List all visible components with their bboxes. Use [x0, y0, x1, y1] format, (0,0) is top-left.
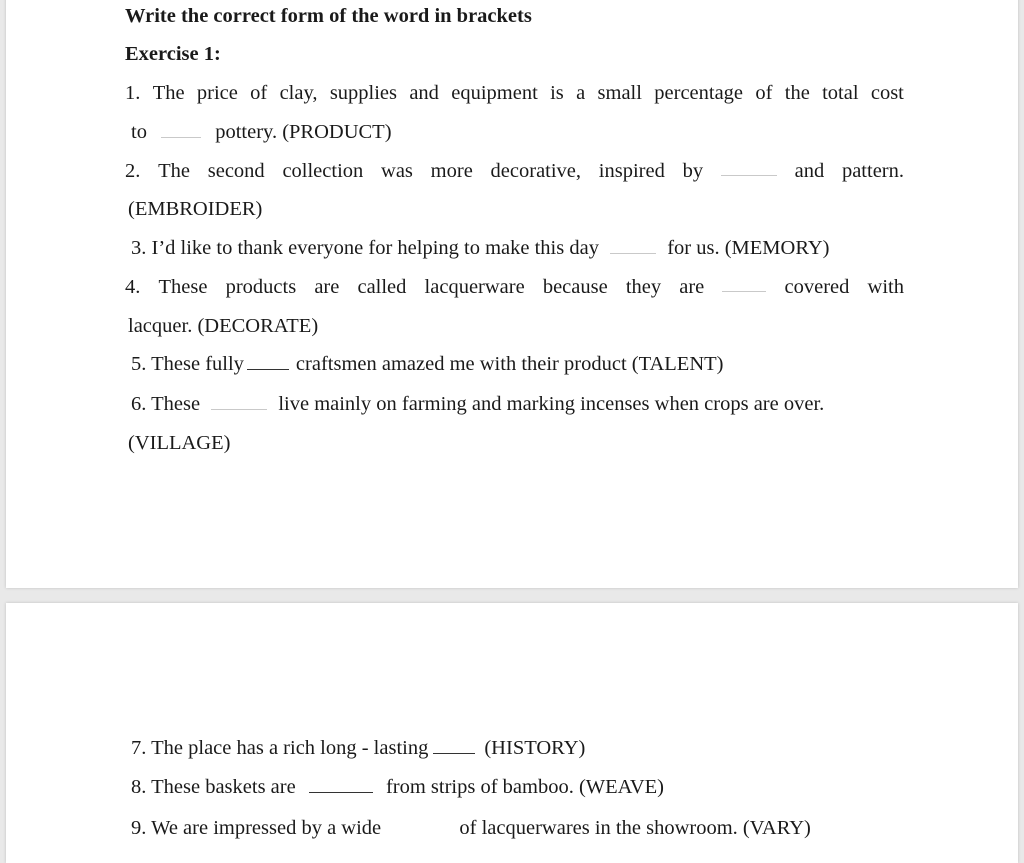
word: collection: [282, 160, 364, 182]
word: and: [794, 160, 825, 182]
answer-blank-5[interactable]: [247, 353, 289, 370]
word: products: [225, 276, 297, 298]
question-text: 9. We are impressed by a wide: [131, 817, 382, 839]
word: because: [542, 276, 608, 298]
worksheet-page-1: [6, 0, 1018, 588]
word: clay,: [279, 82, 318, 104]
question-1-line-2: [131, 120, 392, 144]
question-2-line-1: [125, 159, 904, 183]
word: a: [576, 82, 586, 104]
word: covered: [784, 276, 850, 298]
question-5: [131, 352, 723, 376]
question-text: 6. These: [131, 393, 201, 415]
answer-blank-4[interactable]: [722, 275, 766, 292]
answer-blank-2[interactable]: [721, 159, 777, 176]
word: with: [867, 276, 904, 298]
question-8: [131, 775, 664, 799]
question-text: 8. These baskets are: [131, 776, 296, 798]
question-text: of lacquerwares in the showroom. (VARY): [459, 817, 811, 839]
word: are: [314, 276, 340, 298]
question-6-line-2: (VILLAGE): [128, 432, 231, 454]
question-1-line-1: [125, 81, 904, 105]
question-text: to: [131, 121, 147, 143]
word: more: [430, 160, 473, 182]
word: the: [784, 82, 810, 104]
word: small: [597, 82, 642, 104]
word: is: [550, 82, 564, 104]
word: of: [755, 82, 773, 104]
question-6-line-1: [131, 392, 824, 416]
question-number: 1.: [125, 82, 141, 104]
question-number: 2.: [125, 160, 141, 182]
word: of: [250, 82, 268, 104]
question-3: [131, 236, 830, 260]
question-text: (HISTORY): [484, 737, 586, 759]
word: percentage: [654, 82, 744, 104]
question-9: [131, 816, 811, 840]
word: The: [158, 160, 190, 182]
question-4-line-1: [125, 275, 904, 299]
word: was: [381, 160, 413, 182]
answer-blank-8[interactable]: [309, 776, 373, 793]
word: The: [152, 82, 185, 104]
question-text: pottery. (PRODUCT): [215, 121, 392, 143]
question-text: 5. These fully: [131, 353, 244, 375]
word: lacquerware: [424, 276, 525, 298]
question-text: 7. The place has a rich long - lasting: [131, 737, 429, 759]
worksheet-title: Write the correct form of the word in brackets: [125, 5, 532, 27]
question-7: [131, 736, 585, 760]
word: inspired: [598, 160, 665, 182]
exercise-label: Exercise 1:: [125, 43, 221, 65]
word: cost: [870, 82, 904, 104]
question-text: from strips of bamboo. (WEAVE): [385, 776, 664, 798]
worksheet-page-2: [6, 603, 1018, 863]
word: decorative,: [490, 160, 582, 182]
word: equipment: [451, 82, 538, 104]
answer-blank-3[interactable]: [610, 237, 656, 254]
word: and: [409, 82, 439, 104]
answer-blank-1[interactable]: [161, 121, 201, 138]
word: These: [158, 276, 208, 298]
question-text: live mainly on farming and marking incenses when crops are over.: [278, 393, 825, 415]
question-number: 4.: [125, 276, 141, 298]
word: by: [682, 160, 704, 182]
answer-blank-9[interactable]: [390, 817, 450, 834]
question-2-line-2: (EMBROIDER): [128, 198, 263, 220]
word: are: [679, 276, 705, 298]
word: second: [207, 160, 265, 182]
question-text: for us. (MEMORY): [667, 237, 830, 259]
word: supplies: [329, 82, 398, 104]
question-text: craftsmen amazed me with their product (TALENT): [295, 353, 724, 375]
answer-blank-6[interactable]: [211, 393, 267, 410]
answer-blank-7[interactable]: [433, 737, 475, 754]
word: total: [822, 82, 859, 104]
question-4-line-2: lacquer. (DECORATE): [128, 315, 319, 337]
question-text: 3. I’d like to thank everyone for helping to make this day: [131, 237, 599, 259]
word: price: [196, 82, 238, 104]
word: they: [625, 276, 662, 298]
word: pattern.: [841, 160, 904, 182]
word: called: [357, 276, 407, 298]
